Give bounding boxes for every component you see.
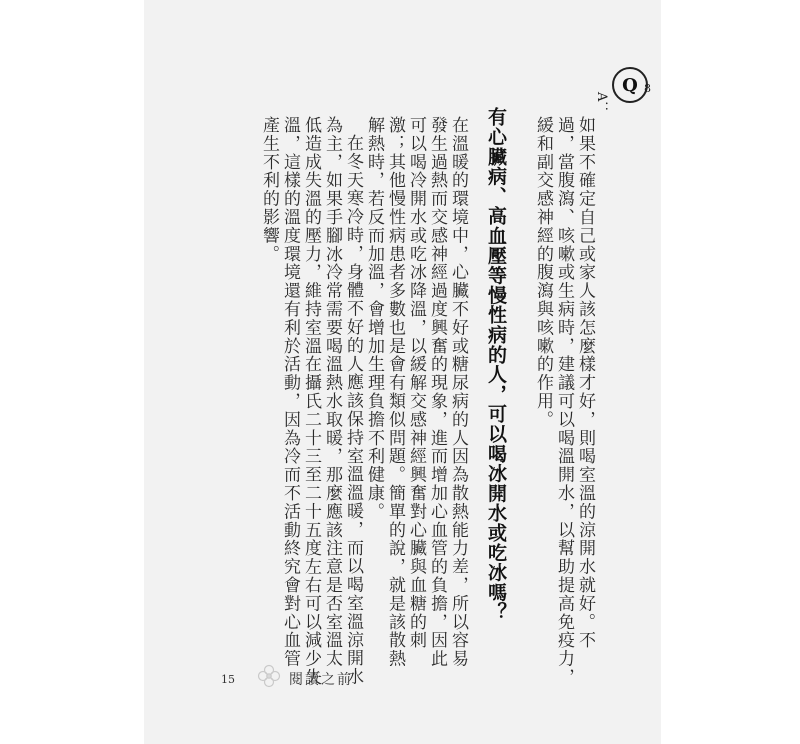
answer-line: 低造成失溫的壓力，維持室溫在攝氏二十三至二十五度左右可以減少失 xyxy=(301,116,321,687)
question-badge: Q xyxy=(612,67,648,103)
intro-line: 過，當腹瀉、咳嗽或生病時，建議可以喝溫開水，以幫助提高免疫力， xyxy=(554,116,574,687)
intro-line: 緩和副交感神經的腹瀉與咳嗽的作用。 xyxy=(533,116,553,429)
question-number: 8 xyxy=(644,82,651,95)
answer-line: 在溫暖的環境中，心臟不好或糖尿病的人因為散熱能力差，所以容易 xyxy=(448,116,468,668)
question-heading: 有心臟病、高血壓等慢性病的人，可以喝冰開水或吃冰嗎？ xyxy=(485,107,507,622)
intro-line: 如果不確定自己或家人該怎麼樣才好，則喝室溫的涼開水就好。不 xyxy=(575,116,595,650)
answer-line: 為主，如果手腳冰冷常需要喝溫熱水取暖，那麼應該注意是否室溫太 xyxy=(322,116,342,668)
answer-line: 可以喝冷開水或吃冰降溫，以緩解交感神經興奮對心臟與血糖的刺 xyxy=(406,116,426,650)
answer-label: A： xyxy=(594,92,609,115)
answer-line: 溫，這樣的溫度環境還有利於活動，因為冷而不活動終究會對心血管 xyxy=(280,116,300,668)
book-page xyxy=(144,0,661,744)
answer-line: 在冬天寒冷時，身體不好的人應該保持室溫溫暖，而以喝室溫涼開水 xyxy=(343,134,363,686)
flower-ornament-icon xyxy=(256,663,282,689)
answer-line: 發生過熱而交感神經過度興奮的現象，進而增加心血管的負擔，因此 xyxy=(427,116,447,668)
answer-line: 解熱時，若反而加溫，會增加生理負擔不利健康。 xyxy=(364,116,384,521)
running-title: 閱讀之前 xyxy=(289,672,353,688)
answer-line: 激；其他慢性病患者多數也是會有類似問題。簡單的說，就是該散熱 xyxy=(385,116,405,668)
answer-line: 產生不利的影響。 xyxy=(259,116,279,264)
page-number: 15 xyxy=(221,673,235,686)
